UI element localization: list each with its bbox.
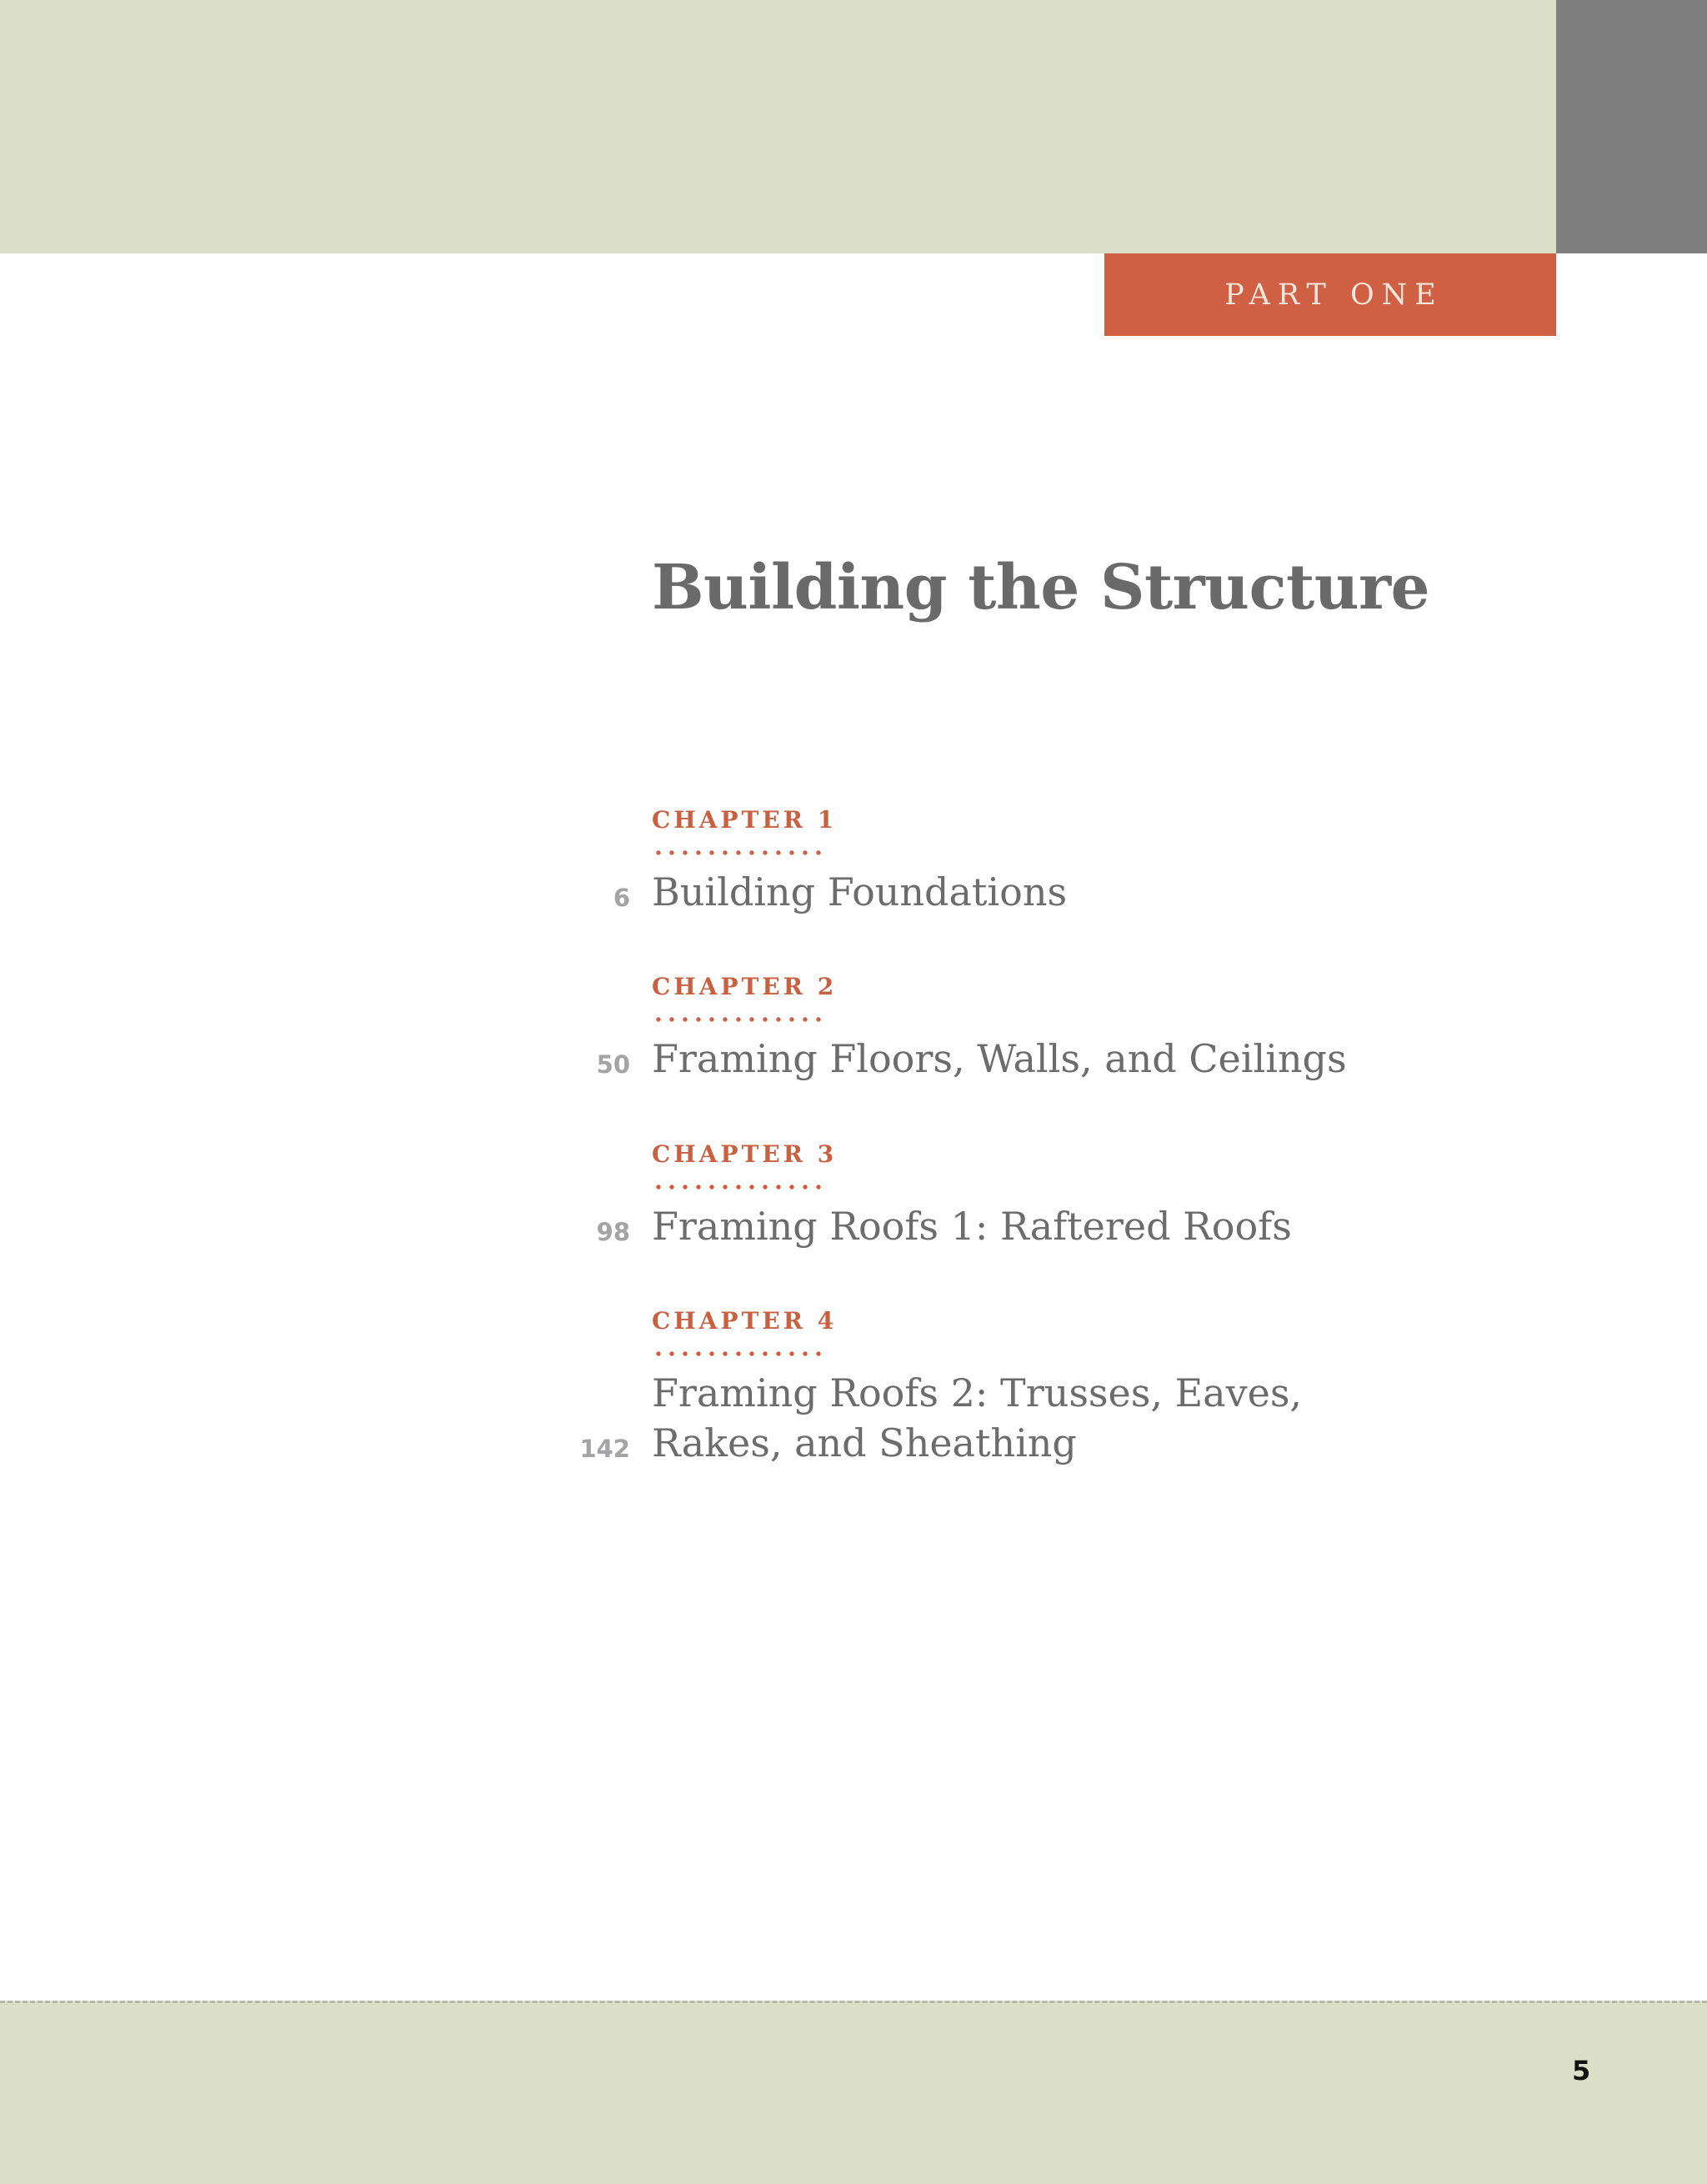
chapter-dotted-rule [652, 1185, 825, 1190]
chapter-title-line: Building Foundations [652, 869, 1068, 914]
chapter-title-line: Framing Roofs 1: Raftered Roofs [652, 1204, 1292, 1249]
folio-page-number: 5 [1572, 2055, 1591, 2086]
chapter-label: CHAPTER 3 [652, 1140, 838, 1168]
chapter-dotted-rule [652, 1351, 825, 1356]
part-title: Building the Structure [652, 552, 1430, 624]
bottom-color-band [0, 2001, 1707, 2184]
chapter-page-number: 142 [579, 1435, 630, 1463]
chapter-dotted-rule [652, 1017, 825, 1022]
chapter-title [652, 1201, 1292, 1251]
chapter-title [652, 1034, 1347, 1084]
chapter-title [652, 1368, 1302, 1468]
chapter-label: CHAPTER 2 [652, 973, 838, 1000]
chapter-page-number: 50 [596, 1050, 630, 1079]
chapter-dotted-rule [652, 850, 825, 855]
part-label: PART ONE [1224, 278, 1444, 312]
chapter-label: CHAPTER 1 [652, 806, 838, 834]
chapter-title-line: Framing Floors, Walls, and Ceilings [652, 1036, 1347, 1081]
chapter-title-line: Framing Roofs 2: Trusses, Eaves, [652, 1370, 1303, 1415]
top-color-band [0, 0, 1556, 253]
chapter-title [652, 867, 1067, 917]
chapter-label: CHAPTER 4 [652, 1307, 838, 1335]
chapter-title-line: Rakes, and Sheathing [652, 1420, 1077, 1465]
chapter-page-number: 98 [596, 1218, 630, 1246]
part-tab [1104, 253, 1556, 336]
chapter-page-number: 6 [613, 884, 630, 912]
corner-gray-block [1556, 0, 1707, 253]
